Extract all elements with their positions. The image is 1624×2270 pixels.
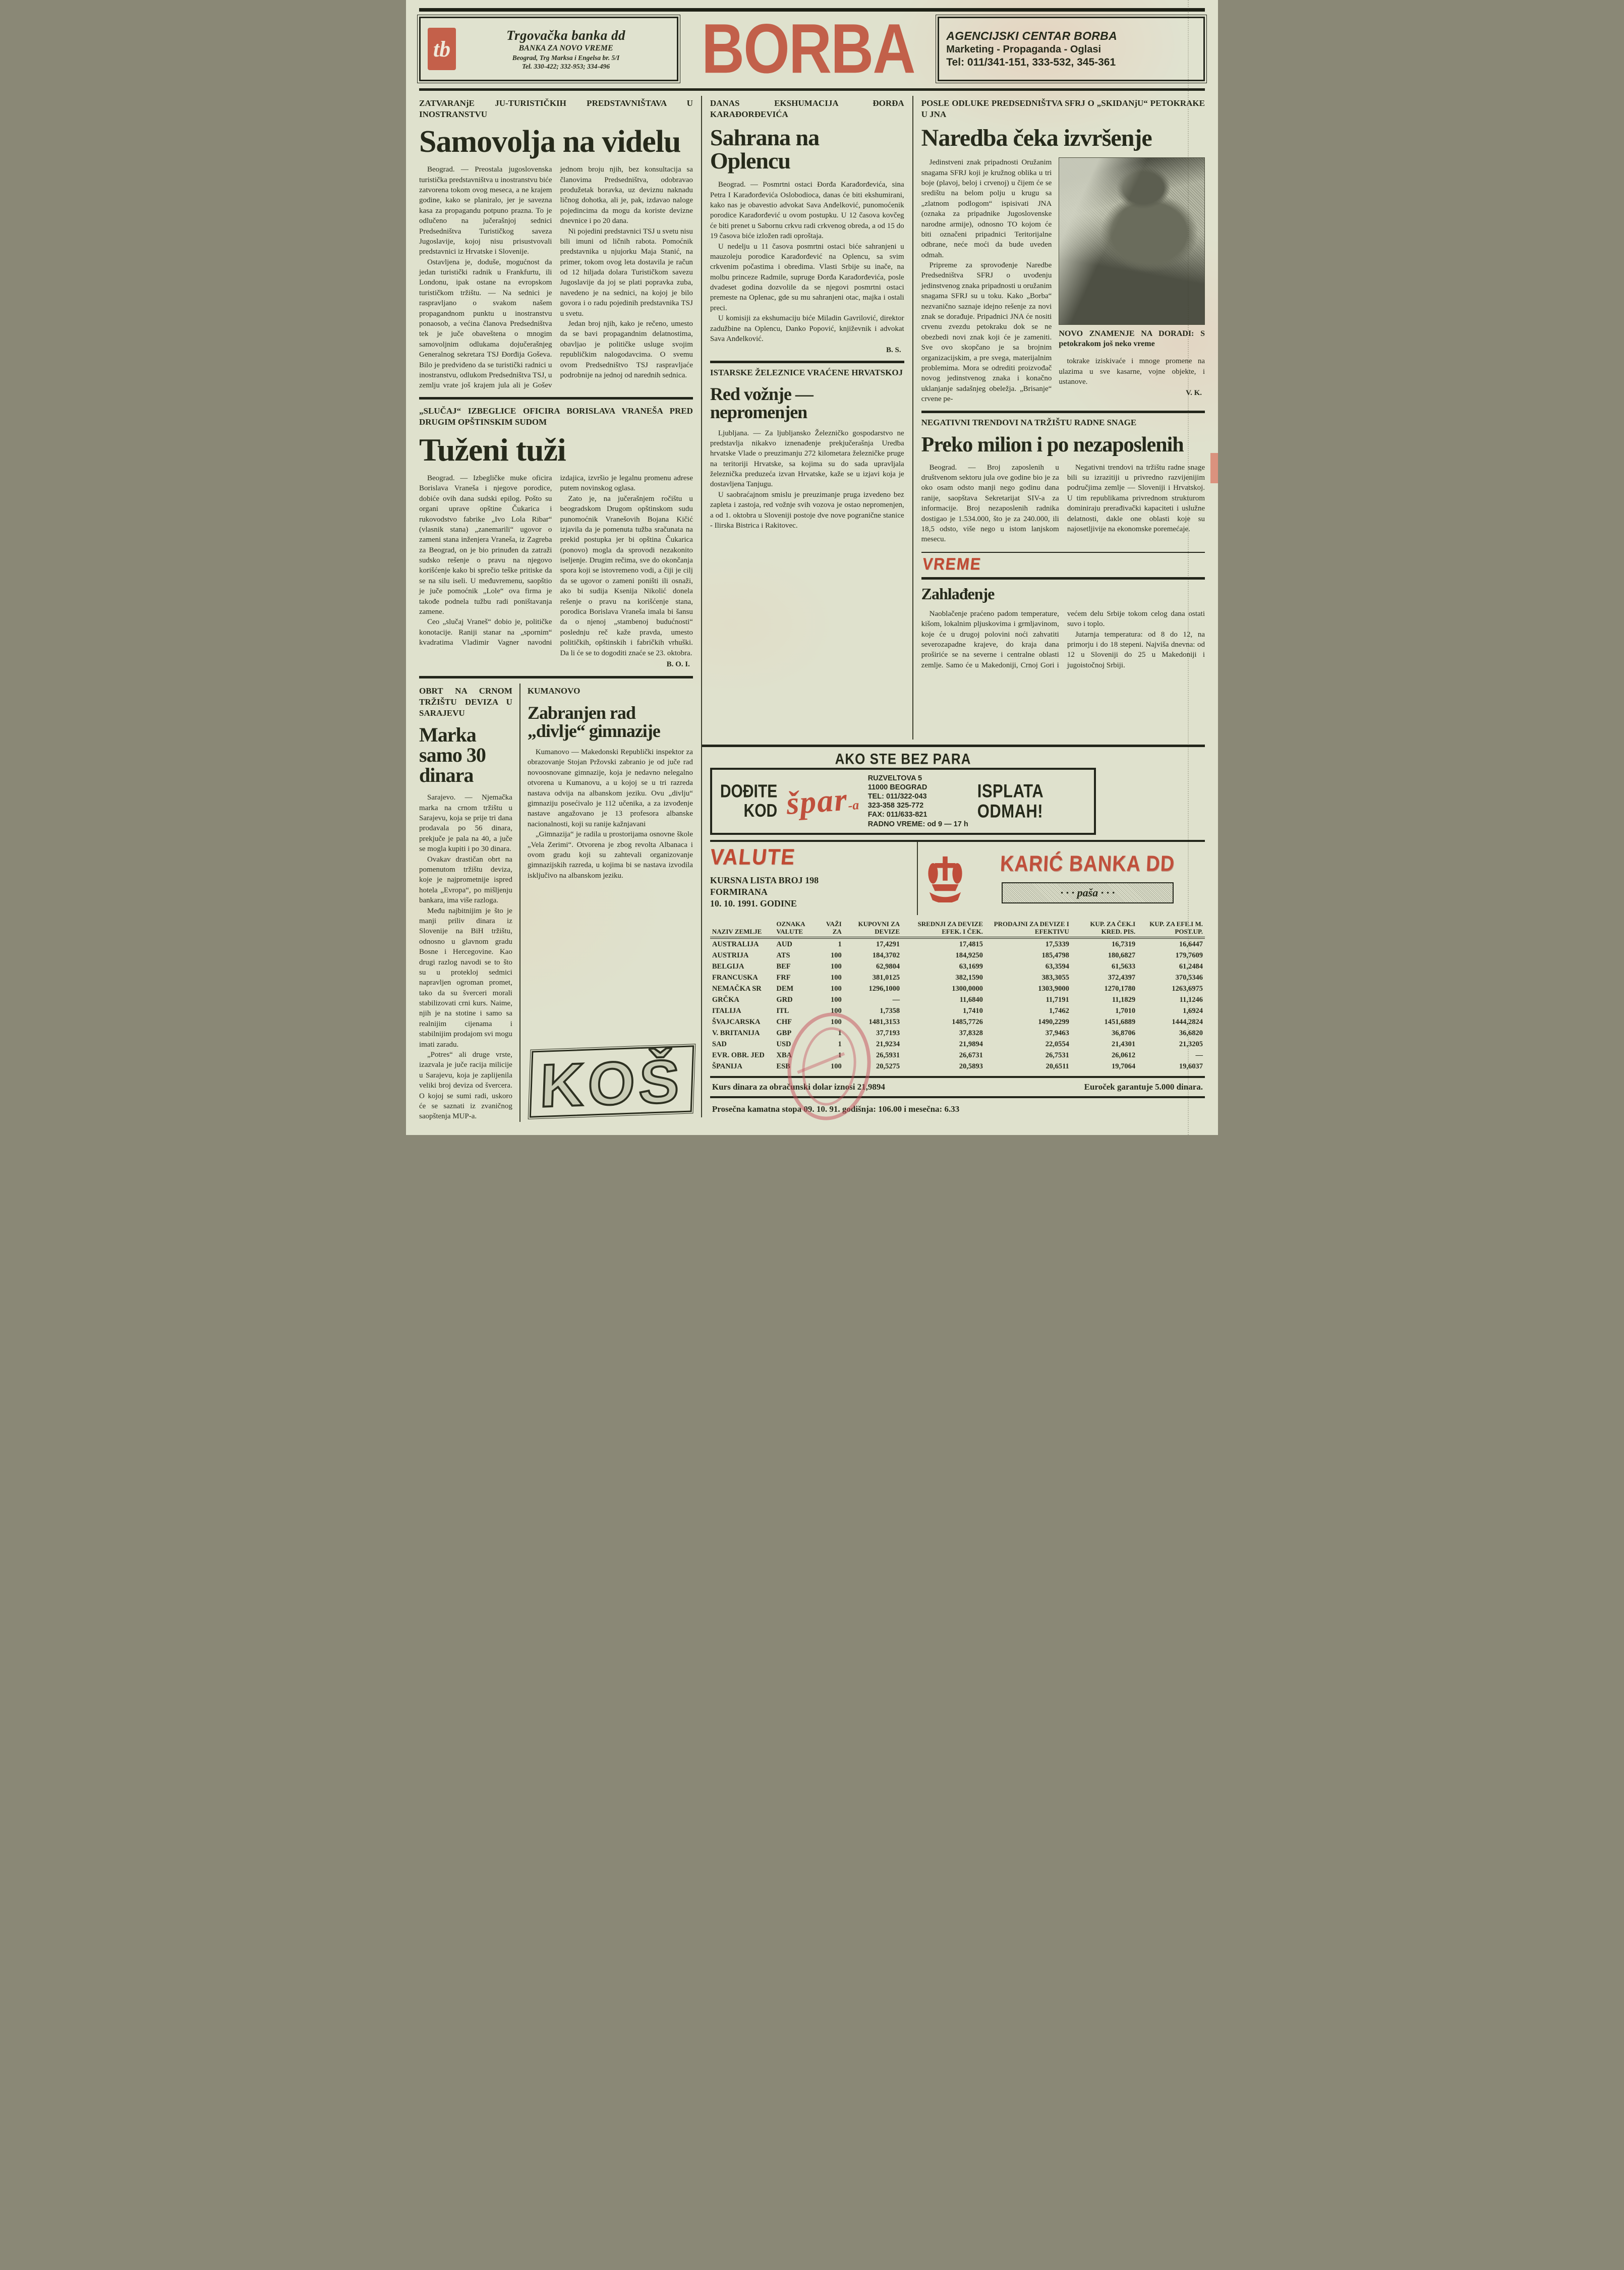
column-header: VAŽI ZA — [814, 919, 844, 938]
article-body — [921, 463, 1205, 545]
spar-logo — [785, 782, 860, 820]
karic-banka-title: KARIĆ BANKA DD — [1000, 852, 1176, 876]
table-cell: 37,9463 — [1045, 1029, 1069, 1037]
article-kicker: ZATVARANjE JU-TURISTIČKIH PREDSTAVNIŠTAVA U INOSTRANSTVU — [419, 98, 693, 120]
agency-ad-phone: Tel: 011/341-151, 333-532, 345-361 — [946, 56, 1116, 68]
karic-ad-text — [973, 854, 1202, 903]
table-cell: FRF — [776, 973, 791, 982]
table-cell: 63,3594 — [1045, 962, 1069, 971]
bank-ad-title: Trgovačka banka dd — [506, 27, 626, 43]
article-byline: B. S. — [886, 346, 901, 355]
table-cell: 100 — [831, 984, 842, 993]
kurs-list-info — [710, 875, 912, 910]
table-cell: 185,4798 — [1041, 951, 1069, 959]
paragraph: Negativni trendovi na tržištu radne snage bili su izrazitiji u privredno razvijenijim područjima zemlje — Sloveniji i Hrvatskoj. U tim republikama privrednom strukturom dominiraju prerađivački kapaciteti i uslužne delatnosti, dakle one oblasti koje su najosetljivije na ekonomske poremećaje. — [1067, 463, 1205, 533]
spar-ad-come-line1: DOĐITE — [720, 781, 778, 802]
column-middle — [702, 96, 913, 740]
table-cell: 100 — [831, 1017, 842, 1026]
karic-hatch-box: · · · paša · · · — [1002, 882, 1174, 903]
spar-address-line: 11000 BEOGRAD — [867, 783, 927, 792]
table-cell: 1300,0000 — [952, 984, 983, 993]
photo-caption: NOVO ZNAMENJE NA DORADI: S petokrakom još neko vreme — [1059, 329, 1205, 349]
bank-ad-box — [419, 17, 678, 81]
article-headline: Zabranjen rad „divlje“ gimnazije — [527, 703, 660, 742]
newspaper-page — [406, 0, 1218, 1135]
eurocheck-note: Euroček garantuje 5.000 dinara. — [1084, 1082, 1203, 1092]
valute-section — [710, 842, 918, 915]
paragraph: U saobraćajnom smislu je preuzimanje pruga izvedeno bez zapleta i zastoja, red vožnje svih vozova je ostao nepromenjen, a od 1. oktobra u Sloveniji postoje dve nove pogranične stanice - Ilirska Bistrica i Rakitovec. — [710, 490, 904, 530]
table-cell: EVR. OBR. JED — [712, 1051, 765, 1059]
section-rule — [710, 361, 904, 363]
table-cell: 100 — [831, 1062, 842, 1070]
article-kicker: POSLE ODLUKE PREDSEDNIŠTVA SFRJ O „SKIDANjU“ PETOKRAKE U JNA — [921, 98, 1205, 120]
bank-ad-text — [462, 28, 670, 70]
table-cell: 1 — [838, 1051, 842, 1059]
table-cell: 36,6820 — [1179, 1029, 1203, 1037]
table-cell: 370,5346 — [1175, 973, 1203, 982]
valute-label: VALUTE — [709, 844, 797, 869]
table-row — [710, 983, 1205, 994]
table-cell: 100 — [831, 973, 842, 982]
article-kicker: NEGATIVNI TRENDOVI NA TRŽIŠTU RADNE SNAGE — [921, 417, 1137, 427]
columns-mid-right — [702, 96, 1205, 1117]
paragraph: Beograd. — Broj zaposlenih u društvenom sektoru jula ove godine bio je za oko osam odsto manji nego godinu dana ranije, saopštava Sekretarijat SIV-a za informacije. Broj nezaposlenih radnika dostigao je 1.534.000, što je za 240.000, ili 18,5 odsto, više nego u istom lanjskom mesecu. — [921, 463, 1059, 544]
table-cell: 20,6511 — [1046, 1062, 1069, 1070]
table-cell: 20,5275 — [876, 1062, 900, 1070]
table-row — [710, 1016, 1205, 1028]
table-cell: AUSTRIJA — [712, 951, 749, 959]
table-cell: 100 — [831, 1006, 842, 1015]
article-kumanovo — [520, 684, 693, 1122]
section-rule — [921, 411, 1205, 413]
spar-logo-suffix: -a — [847, 798, 860, 813]
table-cell: 26,5931 — [876, 1051, 900, 1059]
table-cell: 100 — [831, 962, 842, 971]
table-cell: 17,4815 — [959, 940, 983, 948]
table-row — [710, 994, 1205, 1005]
table-cell: 1444,2824 — [1172, 1017, 1203, 1026]
paragraph: Ljubljana. — Za ljubljansko Železničko gospodarstvo ne predstavlja nikakvo iznenađenje prekjučerašnja Uredba hrvatske Vlade o preuzimanju 272 kilometara železničke pruge na teritoriji Hrvatske, sa kojima su do sada upravljala železnička preduzeća izvan Hrvatske, kaže se u izjavi koja je dostavljena Tanjugu. — [710, 429, 904, 489]
paragraph: Ceo „slučaj Vraneš“ dobio je, političke konotacije. Raniji stanar na „spornim“ kvadratima Vladimir Vagner navodni izdajica, izvršio je legalnu promenu adrese putem novinskog oglasa. — [419, 474, 693, 647]
table-cell: 16,7319 — [1112, 940, 1136, 948]
paragraph: U komisiji za ekshumaciju biće Miladin Gavrilović, direktor zadužbine na Oplencu, Danko Popović, književnik i advokat Sava Anđelković. — [710, 314, 904, 344]
table-cell: 1 — [838, 1040, 842, 1048]
article-kicker: OBRT NA CRNOM TRŽIŠTU DEVIZA U SARAJEVU — [419, 686, 512, 718]
spar-address-line: RUZVELTOVA 5 — [867, 774, 922, 782]
table-cell: CHF — [776, 1017, 792, 1026]
spar-ad-box — [710, 768, 1096, 835]
table-row — [710, 1050, 1205, 1061]
table-cell: 372,4397 — [1108, 973, 1136, 982]
paragraph: tokrake iziskivaće i mnoge promene na ulazima u sve kasarne, vojne objekte, i ustanove. — [1059, 357, 1205, 386]
main-content — [419, 88, 1205, 1121]
article-body-right — [1059, 157, 1205, 404]
table-cell: 11,1829 — [1112, 995, 1136, 1004]
table-cell: DEM — [776, 984, 794, 993]
exchange-rate-table — [710, 919, 1205, 1072]
column-header: PRODAJNI ZA DEVIZE I EFEKTIVU — [985, 919, 1071, 938]
column-header: KUPOVNI ZA DEVIZE — [844, 919, 902, 938]
bank-ad-address: Beograd, Trg Marksa i Engelsa br. 5/I — [512, 53, 620, 62]
paragraph: Ostavljena je, doduše, mogućnost da jedan turistički radnik u Frankfurtu, ili Londonu, ipak ostane na evropskom turističkom tržištu. — Na sednici je raspravljano o svakom našem propagandnom punktu u inostranstvu ponaosob, a većina članova Predsedništva tek je juče obaveštena o mnogim samovoljnim odlukama dojučerašnjeg Generalnog sekretara TSJ Đorđija Goševa. Bilo je predviđeno da se turistički radnici u inostranstvu, odlukom Predsedništva TSJ, u zemlju vrate još krajem jula ali je Gošev jednom broju njih, bez konsultacija sa članovima Predsedništva, odobravao produžetak boravka, uz deviznu naknadu ličnog dohotka, ali je, pak, izdavao naloge pojedincima da mogu da koriste devizne dnevnice i po 20 dana. — [419, 165, 693, 390]
table-row — [710, 938, 1205, 950]
valute-karic-row — [710, 840, 1205, 915]
table-cell: 16,6447 — [1179, 940, 1203, 948]
table-cell: 1,7410 — [963, 1006, 983, 1015]
column-left — [419, 96, 702, 1121]
bottom-left-row — [419, 684, 693, 1122]
table-row — [710, 1061, 1205, 1072]
article-body-left — [921, 157, 1052, 404]
article-sahrana — [710, 98, 904, 355]
table-cell: 36,8706 — [1112, 1029, 1136, 1037]
table-cell: 17,4291 — [876, 940, 900, 948]
table-cell: 1 — [838, 940, 842, 948]
article-body — [710, 180, 904, 344]
table-cell: GBP — [776, 1029, 792, 1037]
spar-ad-payout — [977, 781, 1044, 821]
article-kicker: ISTARSKE ŽELEZNICE VRAĆENE HRVATSKOJ — [710, 368, 903, 378]
jna-soldier-photo — [1059, 157, 1205, 325]
spar-payout-line1: ISPLATA — [977, 780, 1044, 802]
table-cell: 1451,6889 — [1104, 1017, 1136, 1026]
table-cell: 63,1699 — [959, 962, 983, 971]
paragraph: Beograd. — Posmrtni ostaci Đorđa Karađorđevića, sina Petra I Karađorđevića Oslobodioca, danas će biti ekshumirani, kako nas je obavestio advokat Sava Anđelković, punomoćenik porodice Karađorđević u ovom postupku. U 12 časova kovčeg će biti prenet u Sabornu crkvu radi crkvenog obreda, a od 15 do 19 časova biće izložen radi oproštaja. — [710, 181, 904, 241]
column-header: KUP. ZA EFE.I M. POST.UP. — [1137, 919, 1205, 938]
paragraph: Kumanovo — Makedonski Republički inspektor za obrazovanje Stojan Pržovski zabranio je od juče rad novoosnovane gimnazije, koja je nedavno nelegalno otvorena u Kumanovu, a u kojoj se u tri razreda nastava odvija na albanskom jeziku. Ovu „divlju“ gimnaziju posećivalo je 112 učenika, a za izvođenje nastave angažovano je 13 profesora albanske nacionalnosti, koji su ranije kažnjavani — [527, 748, 693, 828]
table-row — [710, 950, 1205, 961]
article-headline: Zahlađenje — [921, 584, 995, 603]
column-header: SREDNJI ZA DEVIZE EFEK. I ČEK. — [902, 919, 985, 938]
table-cell: 21,9234 — [876, 1040, 900, 1048]
weather-section-band — [921, 552, 1205, 580]
table-cell: 26,7531 — [1045, 1051, 1069, 1059]
agency-ad-title: AGENCIJSKI CENTAR BORBA — [946, 29, 1117, 42]
bank-logo: tb — [428, 28, 456, 70]
paragraph: Beograd. — Izbegličke muke oficira Borislava Vraneša i njegove porodice, dobiće ovih dana sudski epilog. Pošto su organi uprave opštine Čukarica i rukovodstvo fabrike „Ivo Lola Ribar“ (vlasnik stana) „zanemarili“ ugovor o zameni stana inženjera Vraneša, iz Zagreba za Beograd, on je bio prinuđen da zatraži sudsko rešenje o pravu na njegovo korišćenje kako bi sprečio teške pritiske da se na silu iseli. U međuvremenu, saopštio je juče pomoćnik „Lole“ ova firma je takođe podnela tužbu radi poništavanja zamene. — [419, 474, 552, 616]
table-cell: 1,6924 — [1183, 1006, 1203, 1015]
article-marka — [419, 684, 520, 1122]
agency-ad-subtitle: Marketing - Propaganda - Oglasi — [946, 44, 1101, 55]
table-body — [710, 938, 1205, 1072]
section-rule — [419, 676, 693, 678]
article-body-continued — [1059, 356, 1205, 387]
table-cell: 11,6840 — [959, 995, 983, 1004]
article-body — [419, 792, 512, 1122]
table-cell: 11,1246 — [1179, 995, 1203, 1004]
table-cell: — — [892, 995, 900, 1004]
table-cell: 179,7609 — [1175, 951, 1203, 959]
article-headline: Samovolja na videlu — [419, 125, 681, 159]
table-cell: BELGIJA — [712, 962, 744, 971]
paragraph: Jedan broj njih, kako je rečeno, umesto da se bavi propagandnim delatnostima, obavljao je političke usluge svojim republičkim nalogodavcima. O svemu ovom Predsedništvo TSJ raspravljaće podrobnije na jednoj od narednih sednica. — [560, 320, 693, 379]
table-cell: SAD — [712, 1040, 727, 1048]
paragraph: Među najbitnijim je što je manji priliv dinara iz Slovenije na BiH tržištu, odnosno u glavnom gradu Bosne i Hercegovine. Kao drugi razlog navodi se to što su u protekloj sedmici napravljen ogroman promet, tako da su šverceri morali stabilizovati crni kurs. Naime, njih je na stotine i samo sa realnijim cijenama i stabilnijim prodajom svi mogu imati zaradu. — [419, 906, 512, 1049]
spar-ad-headline: AKO STE BEZ PARA — [835, 750, 971, 768]
spar-ad-address — [868, 774, 968, 829]
spar-address-line: 323-358 325-772 — [867, 802, 924, 810]
article-red-voznje — [710, 367, 904, 531]
paragraph: Jedinstveni znak pripadnosti Oružanim snagama SFRJ koji je kružnog oblika u tri boje (plavoj, beloj i crvenoj) u čijem će se središtu na belom polju u krugu sa „zlatnom podlogom“ ispisivati JNA (oznaka za pripadnike Jugoslovenske narodne armije), odnosno TO kojom će biti označeni pripadnici Teritorijalne odbrane, neće moći da bude uveden odmah. — [921, 158, 1052, 259]
table-header-row — [710, 919, 1205, 938]
table-cell: 383,3055 — [1041, 973, 1069, 982]
kurs-list-formed: FORMIRANA — [710, 887, 768, 897]
table-cell: 20,5893 — [959, 1062, 983, 1070]
table-cell: 382,1590 — [955, 973, 983, 982]
article-body — [921, 157, 1205, 404]
paragraph: Sarajevo. — Njemačka marka na crnom tržištu u Sarajevu, koja se prije tri dana prodavala po 56 dinara, prekjuče je pala na 40, a juče se mogla kupiti i po 30 dinara. — [419, 793, 512, 854]
column-header: KUP. ZA ČEK.I KRED. PIS. — [1071, 919, 1137, 938]
table-cell: 21,9894 — [959, 1040, 983, 1048]
weather-section-label: VREME — [921, 555, 982, 574]
table-cell: 26,6731 — [959, 1051, 983, 1059]
table-row — [710, 972, 1205, 983]
article-body — [528, 747, 693, 881]
kurs-list-number: KURSNA LISTA BROJ 198 — [710, 875, 819, 885]
spar-logo-text: špar — [785, 781, 849, 822]
article-headline: Marka samo 30 dinara — [419, 723, 486, 787]
table-cell: 1270,1780 — [1104, 984, 1136, 993]
article-kicker: KUMANOVO — [527, 686, 581, 696]
paragraph: Zato je, na jučerašnjem ročištu u beogradskom Drugom opštinskom sudu punomoćnik Vranešovih Bojana Kičić izjavila da je pomenuta tužba sračunata na prekid postupka jer bi opština Čukarica (ponovo) mogla da sprovodi nezakonito iseljenje. Drugim rečima, sve do okončanja spora koji se istovremeno vodi, a čiji je cilj da se ugovor o zameni poništi ili osnaži, ako bi sudija Ksenija Nikolić donela rešenje o pravu na korišćenje stana, porodica Borislava Vraneša imala bi šansu da o njenoj „stambenoj budućnosti“ poslednju reč kaže pravda, umesto političkih, opštinskih i fabričkih vrhuški. Da li će se to dogoditi znaće se 23. oktobra. — [560, 494, 693, 657]
spar-ad — [710, 751, 1096, 835]
spar-ad-come-text — [720, 782, 777, 820]
table-footer — [710, 1076, 1205, 1096]
table-cell: 1481,3153 — [868, 1017, 900, 1026]
table-cell: FRANCUSKA — [712, 973, 758, 982]
newspaper-title: BORBA — [701, 10, 915, 88]
table-cell: ITALIJA — [712, 1006, 741, 1015]
table-cell: NEMAČKA SR — [712, 984, 762, 993]
kos-logo: KOŠ — [530, 1045, 694, 1117]
article-samovolja — [419, 96, 693, 391]
table-row — [710, 1039, 1205, 1050]
paragraph: Pripreme za sprovođenje Naredbe Predsedništva SFRJ o uvođenju jedinstvenog znaka pripadnosti u oružanim snagama SFRJ su u toku. Kako „Borba“ nezvanično saznaje idejno rešenje za novi znak se dorađuje. Pripadnici JNA će nositi crvenu zvezdu petokraku dok se ne obezbedi novi znak koji će je zameniti. Sve ovo skopčano je sa brojnim organizacijskim, a pre svega, materijalnim problemima. Mora se odrediti proizvođač novog jedinstvenog znaka i konačno uklanjanje sadašnjeg obeležja. „Brisanje“ crvene pe- — [921, 261, 1052, 404]
article-nezaposleni — [921, 417, 1205, 545]
bank-ad-phone: Tel. 330-422; 332-953; 334-496 — [521, 63, 610, 71]
table-cell: 19,6037 — [1179, 1062, 1203, 1070]
table-cell: — — [1195, 1051, 1203, 1059]
paragraph: „Gimnazija“ je radila u prostorijama osnovne škole „Vela Zerimi“. Otvorena je zbog revolta Albanaca i ovom gradu koji su zahtevali organizovanje gimnazijskih razreda, u kojima bi se nastava izvodila isključivo na albanskom jeziku. — [527, 830, 693, 880]
bank-ad-subtitle: BANKA ZA NOVO VREME — [518, 44, 613, 53]
paragraph: Naoblačenje praćeno padom temperature, kišom, lokalnim pljuskovima i grmljavinom, koje će u drugoj polovini noći zahvatiti severozapadne krajeve, do kraja dana proširiće se na severne i centralne oblasti zemlje. Samo će u Makedoniji, Crnoj Gori i većem delu Srbije tokom celog dana ostati suvo i toplo. — [921, 609, 1205, 669]
table-cell: 1485,7726 — [952, 1017, 983, 1026]
table-cell: 381,0125 — [872, 973, 900, 982]
article-body — [419, 473, 693, 658]
article-body — [921, 609, 1205, 670]
table-cell: 1,7358 — [880, 1006, 900, 1015]
column-header: OZNAKA VALUTE — [774, 919, 814, 938]
paragraph: „Potres“ ali druge vrste, izazvala je juče racija milicije u Sarajevu, koja je zaplijenila veliki broj deviza od švercera. O kojoj se sumi radi, uskoro će se saznati iz zvaničnog saopštenja MUP-a. — [419, 1051, 512, 1121]
article-zahladjenje — [921, 586, 1205, 670]
masthead-band — [419, 10, 1205, 88]
article-headline: Sahrana na Oplencu — [710, 125, 820, 174]
table-cell: 26,0612 — [1112, 1051, 1136, 1059]
table-cell: 180,6827 — [1108, 951, 1136, 959]
article-headline: Tuženi tuži — [419, 431, 566, 468]
kurs-list-date: 10. 10. 1991. GODINE — [710, 898, 797, 909]
article-byline: B. O. I. — [666, 660, 690, 668]
table-cell: BEF — [776, 962, 791, 971]
spar-address-line: RADNO VREME: od 9 — 17 h — [867, 820, 968, 828]
table-cell: 184,9250 — [955, 951, 983, 959]
article-body — [710, 428, 904, 531]
article-headline: Preko milion i po nezaposlenih — [921, 433, 1184, 457]
table-cell: ITL — [776, 1006, 789, 1015]
table-cell: AUSTRALIJA — [712, 940, 759, 948]
table-cell: 1263,6975 — [1172, 984, 1203, 993]
spar-ad-come-line2: KOD — [743, 801, 778, 821]
table-cell: USD — [776, 1040, 791, 1048]
table-cell: 61,2484 — [1179, 962, 1203, 971]
table-row — [710, 961, 1205, 972]
table-cell: 1490,2299 — [1038, 1017, 1069, 1026]
table-cell: 1296,1000 — [868, 984, 900, 993]
table-cell: AUD — [776, 940, 792, 948]
table-cell: 61,5633 — [1112, 962, 1136, 971]
table-cell: 1303,9000 — [1038, 984, 1069, 993]
interest-rate-note: Prosečna kamatna stopa 09. 10. 91. godišnja: 106.00 i mesečna: 6.33 — [710, 1096, 1205, 1117]
column-header: NAZIV ZEMLJE — [710, 919, 775, 938]
paragraph: U nedelju u 11 časova posmrtni ostaci biće sahranjeni u mauzoleju porodice Karađorđević na Oplencu, sa svim crkvenim počastima i obredima. Vlasti Srbije su inače, na molbu princeze Radmile, supruge Đorđa Karađorđevića, posle dvadeset godina dozvolile da se njegovi posmrtni ostaci premeste na Oplenac, gde su mu sahranjeni otac, majka i ostali preci. — [710, 242, 904, 312]
article-byline: V. K. — [1186, 389, 1202, 398]
table-cell: 21,4301 — [1112, 1040, 1136, 1048]
agency-ad-box — [938, 17, 1205, 81]
table-cell: 11,7191 — [1046, 995, 1069, 1004]
table-cell: GRD — [776, 995, 793, 1004]
table-row — [710, 1005, 1205, 1016]
table-cell: 100 — [831, 995, 842, 1004]
karic-banka-ad — [918, 842, 1205, 915]
table-cell: 37,7193 — [876, 1029, 900, 1037]
table-cell: 1,7462 — [1049, 1006, 1069, 1015]
table-cell: XBA — [776, 1051, 792, 1059]
table-cell: ŠVAJCARSKA — [712, 1017, 761, 1026]
table-cell: GRČKA — [712, 995, 739, 1004]
table-cell: 1,7010 — [1115, 1006, 1136, 1015]
spar-payout-line2: ODMAH! — [977, 800, 1043, 821]
table-cell: 100 — [831, 951, 842, 959]
table-header — [710, 919, 1205, 938]
table-cell: 1 — [838, 1029, 842, 1037]
article-headline: Naredba čeka izvršenje — [921, 125, 1152, 152]
article-kicker: „SLUČAJ“ IZBEGLICE OFICIRA BORISLAVA VRANEŠA PRED DRUGIM OPŠTINSKIM SUDOM — [419, 406, 693, 427]
table-cell: 37,8328 — [959, 1029, 983, 1037]
table-cell: ESB — [776, 1062, 790, 1070]
paragraph: Beograd. — Preostala jugoslovenska turistička predstavništva u inostranstvu biće zatvorena tokom ovog meseca, a ne krajem godine, kako se planiralo, jer je savezna kasa za propagandu potpuno prazna. To je odlučeno na jučerašnjoj sednici Predsedništva Turističkog saveza Jugoslavije, kojoj nisu prisustvovali predstavnici iz Hrvatske i Slovenije. — [419, 165, 552, 256]
column-right — [913, 96, 1205, 740]
table-cell: 62,9804 — [876, 962, 900, 971]
row-articles — [702, 96, 1205, 740]
table-cell: ATS — [776, 951, 790, 959]
paragraph: Ni pojedini predstavnici TSJ u svetu nisu bili imuni od ličnih rabota. Pomoćnik predstavnika u njujorku Maja Stanić, na primer, tokom ovog leta dostavila je račun od 12 hiljada dolara Turističkom savezu Jugoslavije da joj se plati popravka zuba, navedeno je na sednici, na kojoj je bilo govora i o radu pojedinih predstavnika TSJ u svetu. — [560, 227, 693, 318]
article-headline: Red vožnje — nepromenjen — [710, 383, 813, 422]
article-body — [419, 164, 693, 391]
table-cell: 19,7064 — [1112, 1062, 1136, 1070]
table-cell: 17,5339 — [1045, 940, 1069, 948]
table-row — [710, 1028, 1205, 1039]
table-cell: 21,3205 — [1179, 1040, 1203, 1048]
finance-block — [702, 745, 1205, 1117]
article-tuzeni-tuzi — [419, 404, 693, 670]
table-cell: V. BRITANIJA — [712, 1029, 760, 1037]
article-kicker: DANAS EKSHUMACIJA ĐORĐA KARAĐORĐEVIĆA — [710, 98, 904, 120]
spar-address-line: FAX: 011/633-821 — [867, 811, 927, 819]
table-cell: ŠPANIJA — [712, 1062, 743, 1070]
section-rule — [419, 397, 693, 400]
table-cell: 22,0554 — [1045, 1040, 1069, 1048]
paragraph: Ovakav drastičan obrt na pomenutom tržištu deviza, koje je najprometnije ispred hotela „Evropa“, po mišljenju bankara, ima više razloga. — [419, 855, 512, 905]
karic-crest-icon — [927, 854, 963, 902]
paragraph: Jutarnja temperatura: od 8 do 12, na primorju i do 18 stepeni. Najviša dnevna: od 12 u Sloveniji do 25 u Makedoniji i jugoistočnoj Srbiji. — [1067, 630, 1205, 669]
article-naredba — [921, 98, 1205, 405]
spar-address-line: TEL: 011/322-043 — [867, 792, 927, 801]
dollar-rate-note: Kurs dinara za obračunski dolar iznosi 21,9894 — [712, 1082, 885, 1092]
red-margin-marker — [1210, 453, 1218, 483]
table-cell: 184,3702 — [872, 951, 900, 959]
